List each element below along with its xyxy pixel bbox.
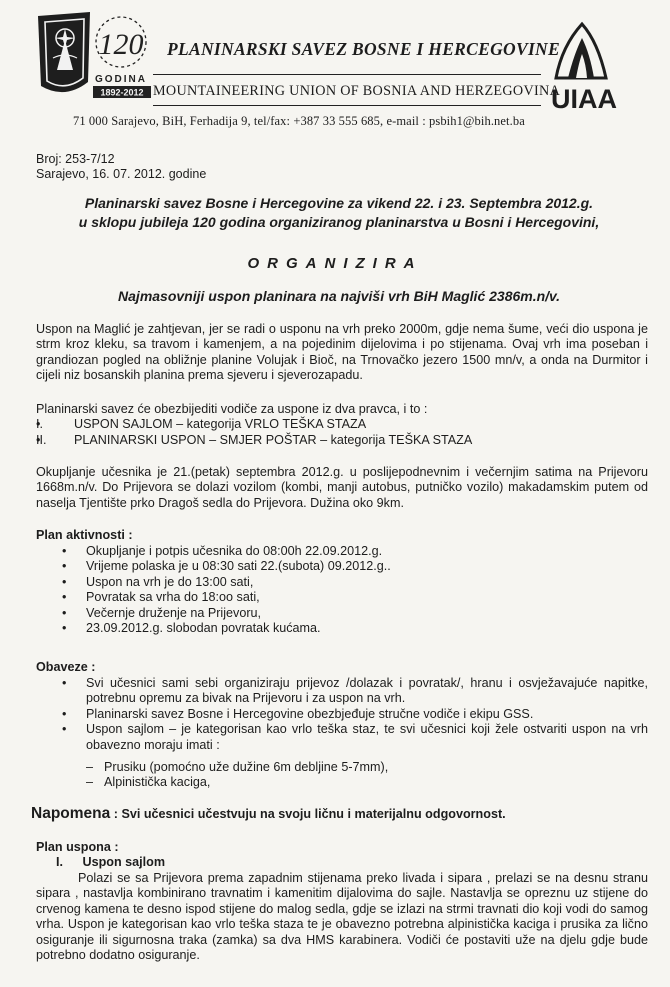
jubilee-120-logo — [35, 10, 153, 102]
letterhead-divider-bottom — [153, 105, 541, 106]
list-item: – Prusiku (pomoćno uže dužine 6m debljine 5-7mm), — [86, 760, 626, 775]
org-name-bih: PLANINARSKI SAVEZ BOSNE I HERCEGOVINE — [167, 39, 560, 59]
list-item: • Svi učesnici sami sebi organiziraju prijevoz /dolazak i povratak/, hranu i osvježavajuće napitke, potrebnu opremu za bivak na Prijevoru i za uspon na vrh. — [62, 676, 648, 707]
napomena-note — [31, 806, 506, 822]
napomena-label: Napomena — [31, 805, 111, 822]
jubilee-years: 1892-2012 — [100, 87, 144, 98]
letterhead-divider-top — [153, 74, 541, 75]
plan-uspona-paragraph — [36, 871, 648, 963]
gathering-text: Okupljanje učesnika je 21.(petak) septembra 2012.g. u poslijepodnevnim i večernjim satima na Prijevoru 1668m.n/v. Do Prijevora se dolazi vozilom (kombi, manji autobus, putničko vozilo) makadamskim putem od naselja Tjentište prko Dragoš sedla do Prijevora. Dužina oko 9km. — [36, 465, 648, 510]
plan-aktivnosti-list — [62, 544, 642, 636]
letterhead — [0, 0, 670, 135]
mountain-peak-icon — [556, 24, 606, 78]
plan-aktivnosti-heading: Plan aktivnosti : — [36, 528, 133, 542]
intro-paragraph — [36, 322, 648, 384]
title-line-1: Planinarski savez Bosne i Hercegovine za vikend 22. i 23. Septembra 2012.g. — [84, 195, 594, 211]
list-item-number: • I. — [36, 417, 43, 432]
gathering-paragraph — [36, 465, 648, 511]
list-item: • Planinarski savez Bosne i Hercegovine obezbjeđuje stručne vodiče i ekipu GSS. — [62, 707, 648, 722]
address-line: 71 000 Sarajevo, BiH, Ferhadija 9, tel/fax: +387 33 555 685, e-mail : psbih1@bih.net.ba — [73, 114, 525, 128]
plan-uspona-heading: Plan uspona : — [36, 840, 119, 854]
organizira-heading: ORGANIZIRA — [247, 255, 423, 272]
list-item: • Uspon na vrh je do 13:00 sati, — [62, 575, 642, 590]
uiaa-text: UIAA — [551, 84, 617, 112]
jubilee-number: 120 — [98, 28, 144, 61]
list-item — [36, 417, 648, 432]
list-item: • Uspon sajlom – je kategorisan kao vrlo teška staz, te svi učesnici koji žele ostvariti uspon na vrh obavezno moraju imati : — [62, 722, 648, 753]
plan-uspona-section — [56, 855, 165, 870]
obaveze-list — [62, 676, 648, 753]
list-item: • 23.09.2012.g. slobodan povratak kućama. — [62, 621, 642, 636]
obaveze-heading: Obaveze : — [36, 660, 96, 674]
list-item: – Alpinistička kaciga, — [86, 775, 626, 790]
list-item: • Večernje druženje na Prijevoru, — [62, 606, 642, 621]
list-item: • Vrijeme polaska je u 08:30 sati 22.(subota) 09.2012.g.. — [62, 559, 642, 574]
napomena-text: : Svi učesnici učestvuju na svoju ličnu i materijalnu odgovornost. — [113, 807, 506, 821]
guides-list — [36, 417, 648, 448]
guides-intro: Planinarski savez će obezbijediti vodiče za uspone iz dva pravca, i to : — [36, 402, 428, 416]
list-item-number: • II. — [36, 432, 47, 447]
list-item — [36, 433, 648, 448]
title-line-2: u sklopu jubileja 120 godina organiziranog planinarstva u Bosni i Hercegovini, — [78, 214, 600, 230]
org-name-en: MOUNTAINEERING UNION OF BOSNIA AND HERZEGOVINA — [153, 83, 561, 99]
reference-number: Broj: 253-7/12 — [36, 152, 115, 166]
mountain-flower-emblem-icon — [38, 12, 90, 92]
intro-text: Uspon na Maglić je zahtjevan, jer se radi o usponu na vrh preko 2000m, gdje nema šume, veći dio uspona je strm kroz kleku, sa travom i kamenjem, a na pojedinim dijelovima i po stijenama. Ovaj vrh ima poseban i grandiozan pogled na obližnje planine Volujak i Bioč, na Trnovačko jezero 1500 mn/v, a onda na Durmitor i cijeli niz bosanskih planina prema sjeveru i sjeverozapadu. — [36, 322, 648, 383]
reference-date: Sarajevo, 16. 07. 2012. godine — [36, 167, 207, 182]
reference-block — [36, 152, 206, 183]
event-subtitle: Najmasovniji uspon planinara na najviši vrh BiH Maglić 2386m.n/v. — [118, 288, 560, 304]
plan-uspona-text: Polazi se sa Prijevora prema zapadnim stijenama preko livada i sipara , prelazi se na desnu stranu sipara , nastavlja kombinirano travnatim i kamenitim dijalovima do sajle. Nastavlja se opreznu uz stijene do crvenog kamena te desno ispod stijene do malog sedla, gdje se izlazi na strmi travnati dio koji vodi do samog vrha. Uspon je kategorisan kao vrlo teška staza te je obavezno potrebna alpinistička kaciga i prusika za lično osiguranje ili sigurnosna traka (zamka) sa dva HMS karabinera. Vodiči će postaviti uže na djelu gdje bude potrebno dodatno osiguranje. — [36, 871, 648, 963]
list-item: • Povratak sa vrha do 18:oo sati, — [62, 590, 642, 605]
obaveze-equipment-list — [86, 760, 626, 791]
uiaa-logo — [546, 20, 632, 112]
guides-block — [36, 402, 648, 448]
section-number: I. — [56, 855, 63, 869]
section-title: Uspon sajlom — [82, 855, 166, 869]
jubilee-godina: GODINA — [95, 74, 147, 85]
list-item-text: USPON SAJLOM – kategorija VRLO TEŠKA STAZA — [74, 417, 367, 432]
list-item-text: PLANINARSKI USPON – SMJER POŠTAR – kategorija TEŠKA STAZA — [74, 432, 473, 447]
list-item: • Okupljanje i potpis učesnika do 08:00h 22.09.2012.g. — [62, 544, 642, 559]
